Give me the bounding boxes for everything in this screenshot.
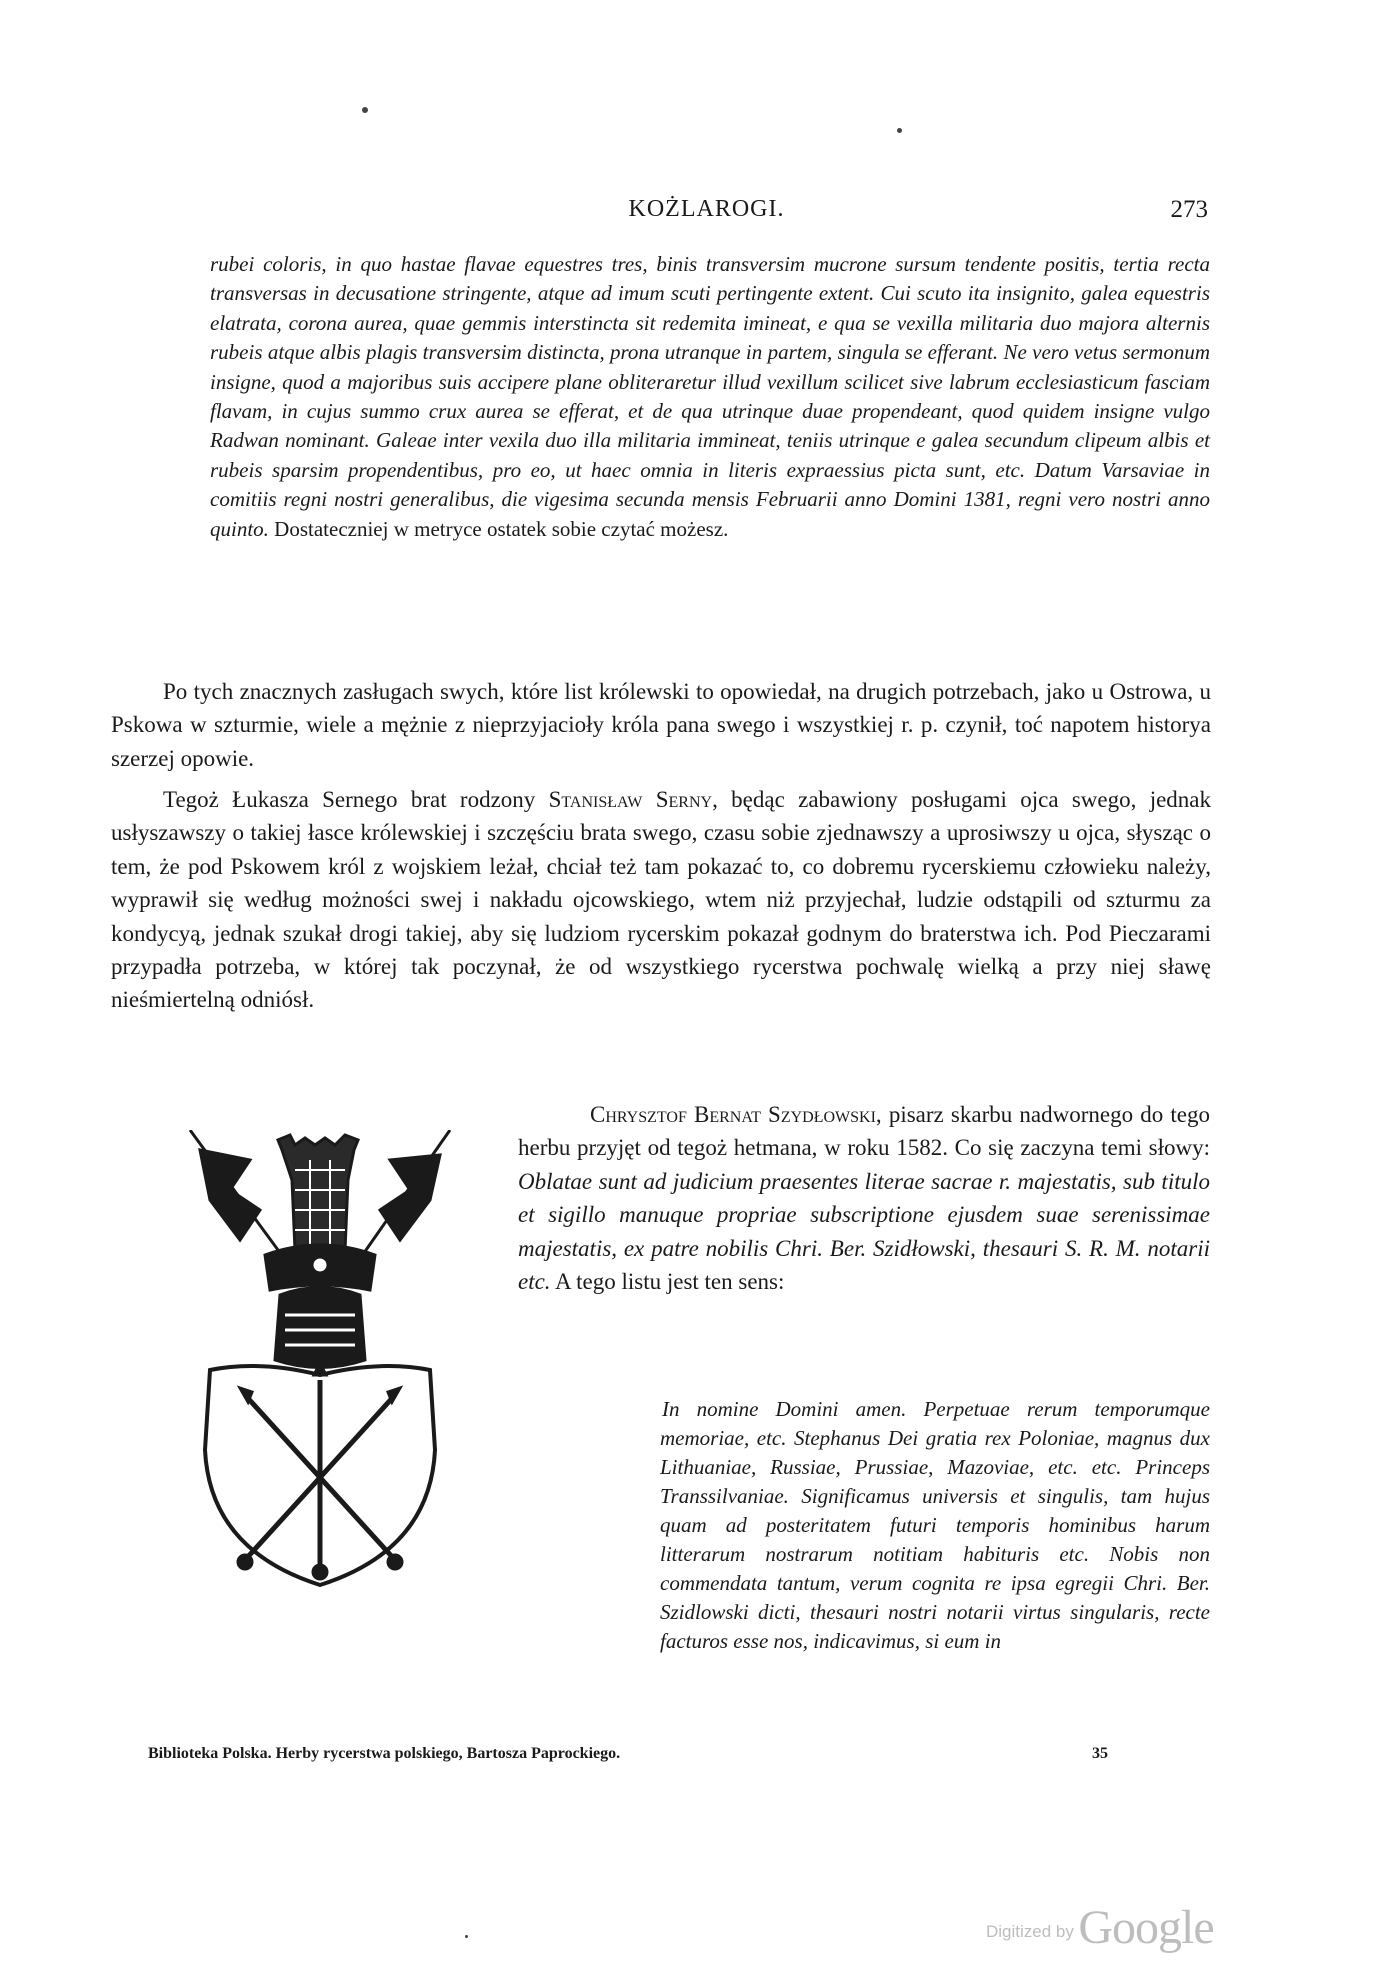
paragraph-szydlowski-latin: Oblatae sunt ad judicium praesentes literae sacrae r. majestatis, sub titulo et sigillo manuque propriae subscriptione ejusdem suae serenissimae majestatis, ex patre nobilis Chri. Ber. Szidłowski, thesauri S. R. M. notarii etc.: [518, 1168, 1210, 1295]
latin-quote-text: rubei coloris, in quo hastae flavae equestres tres, binis transversim mucrone sursum tendente positis, tertia recta transversas in decusatione stringente, atque ad imum scuti pertingente extent. Cui scuto ita insignito, galea equestris elatrata, corona aurea, quae gemmis interstincta sit redemita imineat, e qua se vexilla militaria duo majora alternis rubeis atque albis plagis transversim distincta, prona utranque in partem, singula se efferant. Ne vero vetus sermonum insigne, quod a majoribus suis accipere plane obliteraretur illud vexillum scilicet sive labrum ecclesiasticum fasciam flavam, in cujus summo crux aurea se efferat, et de qua utrinque duae propendeant, quod quidem insigne vulgo Radwan nominant. Galeae inter vexila duo illa militaria immineat, teniis utrinque e galea secundum clipeum albis et rubeis sparsim propendentibus, pro eo, ut haec omnia in literis expraessius picta sunt, etc. Datum Varsaviae in comitiis regni nostri generalibus, die vigesima secunda mensis Februarii anno Domini 1381, regni vero nostri anno quinto.: [210, 252, 1210, 541]
paragraph-first: Po tych znacznych zasługach swych, które list królewski to opowiedał, na drugich potrzebach, jako u Ostrowa, u Pskowa w szturmie, wiele a mężnie z nieprzyjacioły króla pana swego i wszystkiej r. p. czynił, toć napotem historya szerzej opowie.: [111, 679, 1211, 771]
ink-speck: [362, 107, 368, 113]
paragraph-second-rest: będąc zabawiony posługami ojca swego, jednak usłyszawszy o takiej łasce królewskiej i szczęściu brata swego, czasu sobie zjednawszy a uprosiwszy u ojca, słysząc o tem, że pod Pskowem król z wojskiem leżał, chciał też tam pokazać to, co dobremu rycerskiemu człowieku należy, wyprawił się według możności swej i nakładu ojcowskiego, wtem niż przyjechał, ludzie odstąpili od szturmu za kondycyą, jednak szukał drogi takiej, aby się ludziom rycerskim pokazał godnym do braterstwa ich. Pod Pieczarami przypadła potrzeba, w której tak poczynał, że od wszystkiego rycerstwa pochwalę wielką a przy niej sławę nieśmiertelną odniósł.: [111, 787, 1212, 1013]
paragraph-szydlowski: [518, 1098, 1210, 1298]
page-number: 273: [1170, 196, 1208, 223]
ink-speck: [897, 128, 902, 133]
running-title: KOŻLAROGI.: [628, 196, 785, 222]
watermark-digitized: Digitized by: [986, 1922, 1074, 1941]
watermark-brand: Google: [1078, 1901, 1214, 1954]
latin-privilege-quote-2: In nomine Domini amen. Perpetuae rerum temporumque memoriae, etc. Stephanus Dei gratia rex Poloniae, magnus dux Lithuaniae, Russiae, Prussiae, Mazoviae, etc. etc. Princeps Transsilvaniae. Significamus universis et singulis, tam hujus quam ad posteritatem futuri temporis hominibus harum litterarum nostrarum notitiam habituris etc. Nobis non commendata tantum, verum cognita re ipsa egregii Chri. Ber. Szidlowski dicti, thesauri nostri notarii virtus singularis, recte facturos esse nos, indicavimus, si eum in: [660, 1397, 1210, 1653]
coat-of-arms-icon: [170, 1130, 470, 1590]
paragraph-second-lead: Tegoż Łukasza Sernego brat rodzony: [163, 787, 536, 812]
footer-signature: 35: [1092, 1745, 1108, 1762]
person-name-stanislaw: Stanisław Serny,: [548, 787, 718, 812]
latin-privilege-quote: [210, 250, 1210, 544]
polish-tail-text: Dostateczniej w metryce ostatek sobie czytać możesz.: [274, 516, 729, 541]
paragraph-second: [111, 783, 1211, 1017]
google-watermark: [986, 1900, 1214, 1955]
footer-source: Biblioteka Polska. Herby rycerstwa polskiego, Bartosza Paprockiego.: [148, 1745, 621, 1762]
ink-speck: [465, 1935, 468, 1938]
paragraph-szydlowski-text: pisarz skarbu nadwornego do tego herbu przyjęt od tegoż hetmana, w roku 1582. Co się zaczyna temi słowy:: [518, 1102, 1210, 1161]
page-footer: [148, 1745, 1108, 1769]
person-name-szydlowski: Chrysztof Bernat Szydłowski,: [590, 1102, 882, 1127]
page-header: [205, 196, 1208, 232]
paragraph-szydlowski-tail: A tego listu jest ten sens:: [555, 1269, 785, 1295]
